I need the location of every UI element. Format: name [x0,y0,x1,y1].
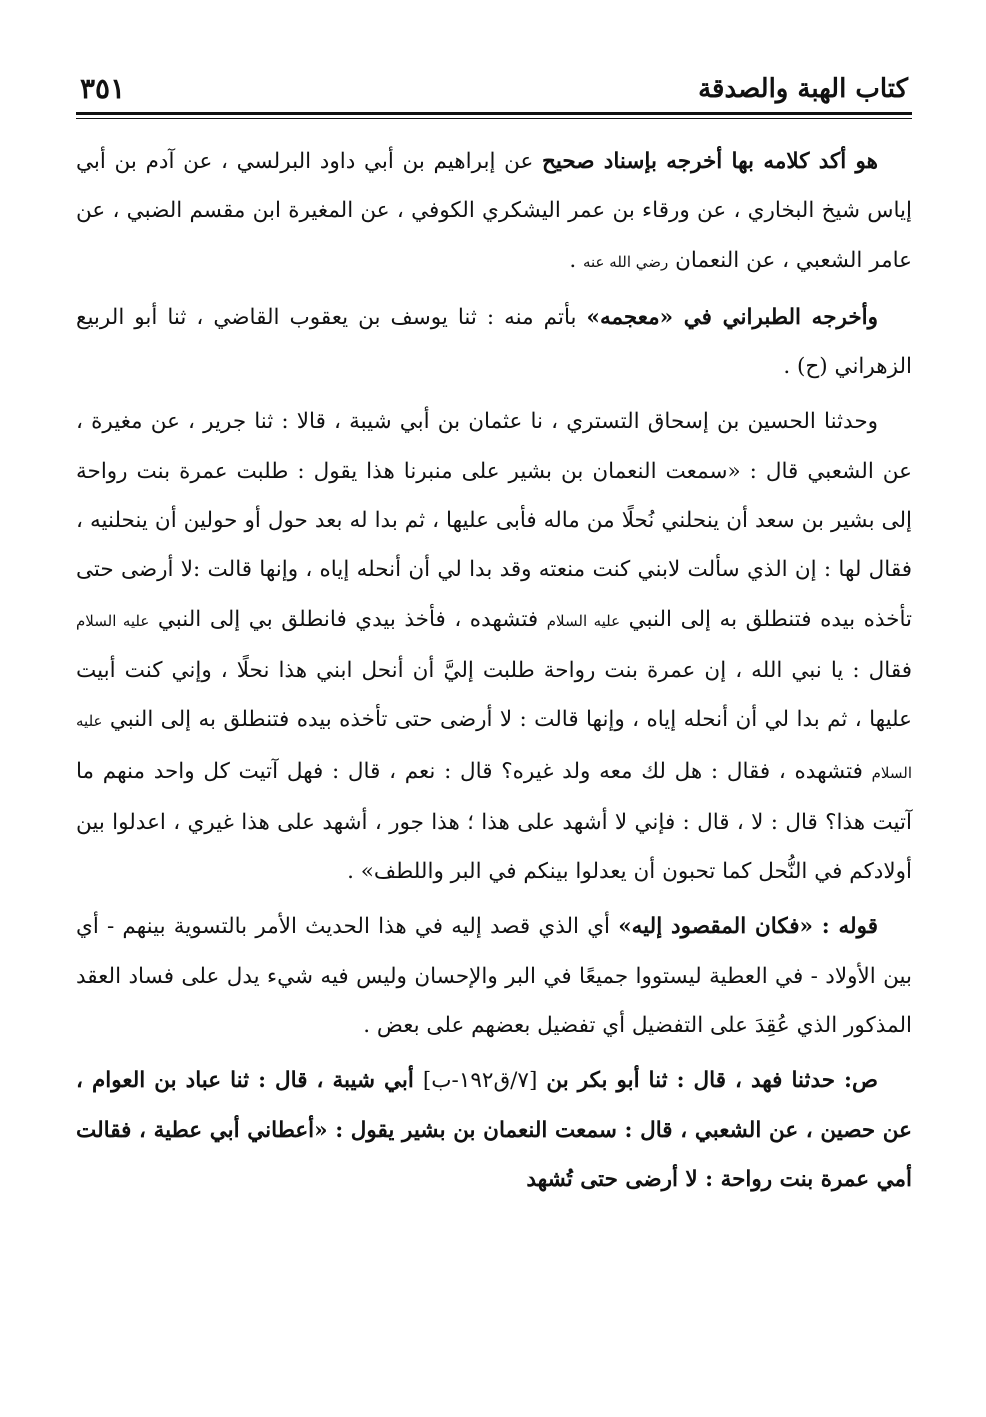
paragraph-4-bold-lead: قوله : «فكان المقصود إليه» [618,914,878,940]
page-number: ٣٥١ [80,72,126,105]
paragraph-3 [76,397,912,896]
paragraph-3-part-1: وحدثنا الحسين بن إسحاق التستري ، نا عثمان بن أبي شيبة ، قالا : ثنا جرير ، عن مغيرة ، عن الشعبي قال : «سمعت النعمان بن بشير على منبرنا هذا يقول : طلبت عمرة بنت رواحة إلى بشير بن سعد أن ينحلني نُحلًا من ماله فأبى عليها ، ثم بدا له بعد حول أو حولين أن ينحلنيه ، فقال لها : إن الذي سألت لابني كنت منعته وقد بدا لي أن أنحله إياه ، وإنها قالت :لا أرضى حتى تأخذه بيده فتنطلق به إلى النبي [76,409,912,632]
header-rule-thin [76,118,912,119]
paragraph-5-part-2: أبي شيبة ، قال : ثنا عباد بن العوام ، عن حصين ، عن الشعبي ، قال : سمعت النعمان بن بشير يقول : «أعطاني أبي عطية ، فقالت أمي عمرة بنت رواحة : لا أرضى حتى تُشهد [76,1068,913,1192]
paragraph-2-text: بأتم منه : ثنا يوسف بن يعقوب القاضي ، ثنا أبو الربيع الزهراني (ح) . [76,304,912,380]
paragraph-3-part-2: فتشهده ، فأخذ بيدي فانطلق بي إلى النبي [157,606,547,632]
paragraph-4 [76,902,912,1050]
honorific-mark: عليه السلام [546,611,621,630]
paragraph-1-end: . [569,247,583,273]
paragraph-1-bold-lead: هو أكد كلامه بها أخرجه بإسناد صحيح [541,149,879,174]
paragraph-5-part-1: ص: حدثنا فهد ، قال : ثنا أبو بكر بن [537,1068,878,1094]
paragraph-1 [76,137,912,287]
paragraph-2 [76,293,912,392]
paragraph-3-part-4: فتشهده ، فقال : هل لك معه ولد غيره؟ قال : نعم ، قال : فهل آتيت كل واحد منهم ما آتيت هذا؟ قال : لا ، قال : فإني لا أشهد على هذا ؛ هذا جور ، أشهد على هذا غيري ، اعدلوا بين أولادكم في النُّحل كما تحبون أن يعدلوا بينكم في البر واللطف» . [76,758,912,885]
paragraph-5 [76,1056,912,1204]
honorific-mark: عليه السلام [76,712,912,782]
paragraph-2-bold-lead: وأخرجه الطبراني في «معجمه» [586,304,878,330]
header-rule-thick [76,112,912,115]
book-title: كتاب الهبة والصدقة [698,74,908,104]
page-content [76,137,912,1204]
paragraph-3-part-3: فقال : يا نبي الله ، إن عمرة بنت رواحة طلبت إليَّ أن أنحل ابني هذا نحلًا ، وإني كنت أبيت عليها ، ثم بدا لي أن أنحله إياه ، وإنها قالت : لا أرضى حتى تأخذه بيده فتنطلق به إلى النبي [76,657,912,733]
paragraph-4-text: أي الذي قصد إليه في هذا الحديث الأمر بالتسوية بينهم - أي بين الأولاد - في العطية ليستووا جميعًا في البر والإحسان وليس فيه شيء يدل على فساد العقد المذكور الذي عُقِدَ على التفضيل أي تفضيل بعضهم على بعض . [76,914,912,1039]
paragraph-1-text: عن إبراهيم بن أبي داود البرلسي ، عن آدم بن أبي إياس شيخ البخاري ، عن ورقاء بن عمر اليشكري الكوفي ، عن المغيرة ابن مقسم الضبي ، عن عامر الشعبي ، عن النعمان [76,149,912,273]
book-page [76,66,912,1204]
honorific-mark: رضي الله عنه [582,252,669,271]
manuscript-reference: [٧/ق١٩٢-ب] [422,1068,538,1094]
honorific-mark: عليه السلام [76,611,150,630]
page-header [76,66,912,106]
